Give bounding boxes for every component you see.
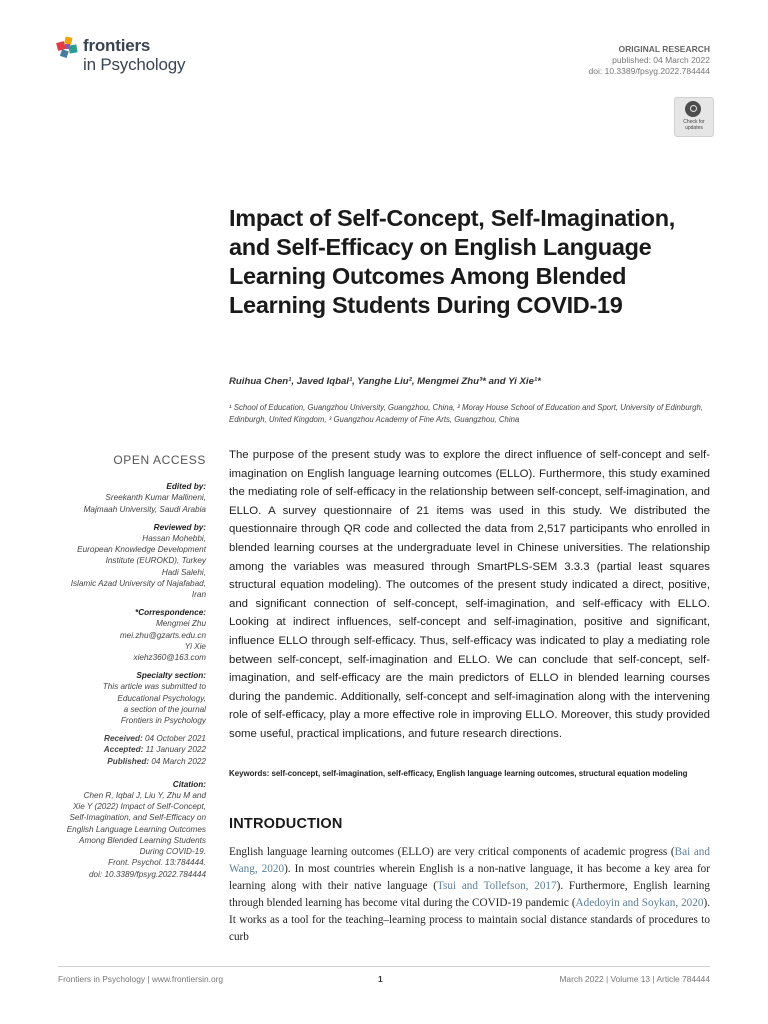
citation-link[interactable]: Bai and Wang, 2020 — [229, 846, 710, 876]
email-link[interactable]: mei.zhu@gzarts.edu.cn — [119, 630, 206, 640]
citation-link[interactable]: Adedoyin and Soykan, 2020 — [575, 897, 704, 910]
citation: Chen R, Iqbal J, Liu Y, Zhu M and Xie Y (2022) Impact of Self-Concept, Self-Imagination, and Self-Efficacy on English Language Learning Outcomes Among Blended Learning Students During COVID-19. Front. Psychol. 13:784444. doi: 10.3389/fpsyg.2022.784444 — [66, 791, 206, 879]
journal-name-line1: frontiers — [83, 36, 151, 55]
edited-by-heading: Edited by: — [166, 482, 206, 492]
abstract: The purpose of the present study was to explore the direct influence of self-concept and self-imagination on English language learning outcomes (ELLO). Furthermore, this study examined the mediating role of self-efficacy in the relationship between self-concept, self-imagination, and ELLO. A survey questionnaire of 21 items was used in this study. We distributed the questionnaire through QR code and collected the data from 2,517 participants who enrolled in blended learning courses at the undergraduate level in Chinese universities. The relationship among the variables was measured through SmartPLS-SEM 3.3.3 (partial least squares structural equation modeling). The outcomes of the present study indicated a direct, positive, and significant connection of self-concept, self-imagination, and self-efficacy with ELLO. Looking at indirect influences, self-concept and self-imagination, positive and significant, influence ELLO through self-efficacy. Thus, self-efficacy was indicated to play a mediating role between self-concept, self-imagination and ELLO. We can conclude that self-concept, self-imagination, and self-efficacy are the main predictors of ELLO in blended learning courses during the pandemic. Additionally, self-concept and self-imagination along with the intervening role of self-efficacy, play a more effective role in improving ELLO. Moreover, this study provided some useful, practical implications, and future research directions. — [229, 449, 710, 740]
dates: Received: 04 October 2021 Accepted: 11 January 2022 Published: 04 March 2022 — [103, 734, 206, 766]
page-number: 1 — [378, 974, 383, 984]
article-sidebar — [40, 455, 206, 880]
edited-by: Sreekanth Kumar Mallineni, Majmaah University, Saudi Arabia — [83, 493, 206, 514]
introduction-heading: INTRODUCTION — [229, 816, 343, 832]
article-meta — [589, 44, 710, 77]
author-list: Ruihua Chen¹, Javed Iqbal¹, Yanghe Liu², Mengmei Zhu³* and Yi Xie¹* — [229, 376, 541, 387]
reviewed-by-heading: Reviewed by: — [153, 522, 206, 532]
check-for-updates-badge[interactable] — [674, 97, 714, 137]
citation-heading: Citation: — [172, 779, 206, 789]
footer-journal[interactable]: Frontiers in Psychology | www.frontiersin.org — [58, 974, 224, 984]
affiliations: ¹ School of Education, Guangzhou University, Guangzhou, China, ² Moray House School of Education and Sport, University of Edinburgh, Edinburgh, United Kingdom, ³ Guangzhou Academy of Fine Arts, Guangzhou, China — [229, 403, 703, 424]
reviewed-by: Hassan Mohebbi, European Knowledge Development Institute (EUROKD), Turkey Hadi Salehi, Islamic Azad University of Najafabad, Iran — [70, 534, 206, 600]
article-type: ORIGINAL RESEARCH — [618, 44, 710, 54]
correspondence-heading: *Correspondence: — [135, 608, 206, 618]
open-access-label: OPEN ACCESS — [113, 453, 206, 467]
frontiers-logo-icon — [56, 36, 82, 62]
specialty-heading: Specialty section: — [136, 671, 206, 681]
keywords: Keywords: self-concept, self-imagination, self-efficacy, English language learning outcomes, structural equation modeling — [229, 769, 688, 778]
journal-name-line2: in Psychology — [83, 55, 186, 74]
badge-label-line2: updates — [685, 125, 703, 131]
specialty-section: This article was submitted to Educational Psychology, a section of the journal Frontiers in Psychology — [102, 682, 206, 726]
footer-volume-info: March 2022 | Volume 13 | Article 784444 — [559, 974, 710, 984]
footer-divider — [58, 966, 710, 967]
citation-link[interactable]: Tsui and Tollefson, 2017 — [436, 880, 557, 893]
badge-label-line1: Check for — [683, 119, 705, 125]
article-title: Impact of Self-Concept, Self-Imagination, and Self-Efficacy on English Language Learning Outcomes Among Blended Learning Students During COVID-19 — [229, 205, 675, 318]
email-link[interactable]: xiehz360@163.com — [133, 653, 206, 663]
introduction-body: English language learning outcomes (ELLO) are very critical components of academic progress (Bai and Wang, 2020). In most countries wherein English is a non-native language, it has become a key area for learning along with their native language (Tsui and Tollefson, 2017). Furthermore, English learning through blended learning has become vital during the COVID-19 pandemic (Adedoyin and Soykan, 2020). It works as a tool for the teaching–learning process to maintain social distance standards of procedures to curb — [229, 846, 710, 944]
doi[interactable]: doi: 10.3389/fpsyg.2022.784444 — [588, 66, 710, 76]
published-date: published: 04 March 2022 — [612, 55, 710, 65]
correspondence: Mengmei Zhu mei.zhu@gzarts.edu.cn Yi Xie xiehz360@163.com — [40, 618, 206, 663]
journal-logo[interactable] — [56, 34, 216, 80]
check-updates-icon — [685, 101, 701, 117]
